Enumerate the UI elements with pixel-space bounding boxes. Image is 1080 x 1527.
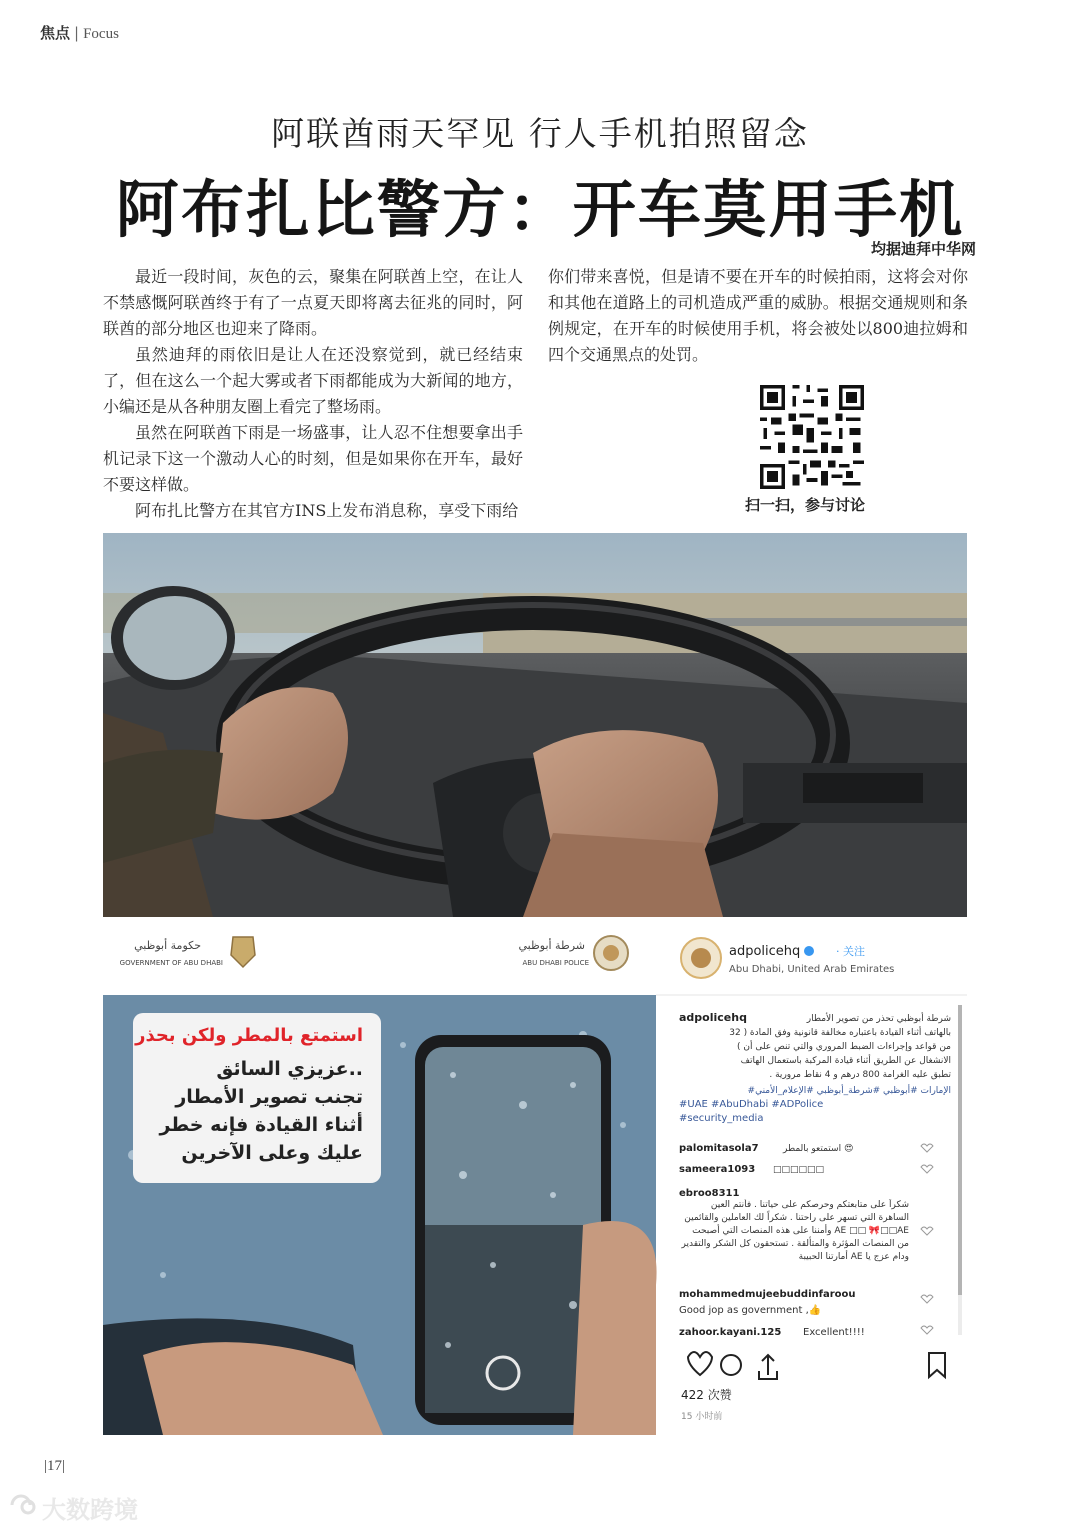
- body-paragraph: 你们带来喜悦，但是请不要在开车的时候拍雨，这将会对你和其他在道路上的司机造成严重的威胁。根据交通规则和条例规定，在开车的时候使用手机，将会被处以800迪拉姆和四个交通黑点的处罚。: [548, 267, 968, 364]
- watermark-text: 大数跨境: [42, 1496, 138, 1524]
- svg-text:عزيزي السائق..: عزيزي السائق..: [216, 1058, 363, 1080]
- svg-text:sameera1093: sameera1093: [679, 1164, 756, 1175]
- comment-item: ebroo8311شكراً على متابعتكم وحرصكم على حياتنا . فأنتم العين الساهرة التي تسهر على راحتنا . شكراً لك العاملين والقائمين AE □□ 🎀□□AE وأمننا على هذه المنصات التي أصبحت من المنصات المؤثرة والمتألقة . تستحقون كل الشكر والتقدير ودام عزج يا AE أمارتنا الحبيبة: [679, 1188, 933, 1279]
- article-subtitle: 阿联酋雨天罕见 行人手机拍照留念: [271, 114, 809, 153]
- svg-text:Abu Dhabi, United Arab Emirate: Abu Dhabi, United Arab Emirates: [729, 964, 895, 975]
- section-name-en: Focus: [83, 26, 119, 42]
- svg-text:adpolicehq: adpolicehq: [679, 1011, 747, 1024]
- section-tag: 焦点 | Focus: [40, 24, 119, 42]
- svg-text:· 关注: · 关注: [836, 945, 865, 958]
- watermark-logo-icon: [8, 1492, 38, 1518]
- post-time: 15 小时前: [681, 1412, 723, 1422]
- svg-text:استمتع بالمطر ولكن بحذر: استمتع بالمطر ولكن بحذر: [135, 1025, 363, 1046]
- article-headline: 阿布扎比警方：开车莫用手机: [115, 173, 965, 246]
- body-column-left: [103, 264, 523, 524]
- svg-text:( من قواعد وإجراءات الضبط المر: ( من قواعد وإجراءات الضبط المروري والتي تنص على أن: [736, 1042, 951, 1052]
- body-paragraph: 虽然迪拜的雨依旧是让人在还没察觉到，就已经结束了，但在这么一个起大雾或者下雨都能成为大新闻的地方，小编还是从各种朋友圈上看完了整场雨。: [103, 345, 523, 416]
- body-column-right: [548, 264, 968, 368]
- svg-text:#security_media: #security_media: [679, 1113, 764, 1124]
- qr-caption: 扫一扫，参与讨论: [745, 496, 866, 514]
- rain-poster: [103, 995, 657, 1435]
- svg-text:GOVERNMENT OF ABU DHABI: GOVERNMENT OF ABU DHABI: [119, 959, 223, 967]
- likes-count: 422 次赞: [681, 1388, 732, 1402]
- instagram-post-screenshot: [103, 925, 967, 1435]
- svg-text:حكومة أبوظبي: حكومة أبوظبي: [134, 939, 201, 952]
- svg-text:شرطة أبوظبي تحذر من تصوير الأم: شرطة أبوظبي تحذر من تصوير الأمطار: [806, 1014, 951, 1024]
- body-paragraph: 虽然在阿联酋下雨是一场盛事，让人忍不住想要拿出手机记录下这一个激动人心的时刻，但是如果你在开车，最好不要这样做。: [103, 423, 523, 494]
- svg-text:#UAE #AbuDhabi #ADPolice: #UAE #AbuDhabi #ADPolice: [679, 1099, 824, 1110]
- svg-text:استمتعو بالمطر 😍: استمتعو بالمطر 😍: [783, 1144, 854, 1154]
- svg-text:ebroo8311: ebroo8311: [679, 1188, 740, 1199]
- svg-text:أثناء القيادة فإنه خطر: أثناء القيادة فإنه خطر: [159, 1114, 363, 1136]
- svg-text:ABU DHABI POLICE: ABU DHABI POLICE: [522, 959, 589, 967]
- section-name-cn: 焦点: [40, 24, 71, 42]
- article-source: 均据迪拜中华网: [870, 240, 976, 258]
- qr-code-icon[interactable]: [760, 385, 864, 489]
- svg-text:عليك وعلى الآخرين: عليك وعلى الآخرين: [181, 1142, 363, 1164]
- svg-text:mohammedmujeebuddinfaroou: mohammedmujeebuddinfaroou: [679, 1289, 856, 1300]
- svg-text:. تطبق عليه الغرامة 800 درهم و: . تطبق عليه الغرامة 800 درهم و 4 نقاط مرورية: [769, 1070, 951, 1080]
- svg-text:تجنب تصوير الأمطار: تجنب تصوير الأمطار: [175, 1086, 363, 1108]
- svg-text:#الإمارات #أبوظبي #شرطة_أبوظبي: #الإمارات #أبوظبي #شرطة_أبوظبي #الإعلام_الأمني: [747, 1086, 951, 1096]
- body-paragraph: 阿布扎比警方在其官方INS上发布消息称，享受下雨给: [135, 501, 519, 520]
- page-number: |17|: [44, 1458, 66, 1474]
- svg-text:بالهاتف أثناء القيادة باعتباره: بالهاتف أثناء القيادة باعتباره مخالفة قانونية وفق المادة ( 32: [729, 1028, 951, 1038]
- svg-text:zahoor.kayani.125: zahoor.kayani.125: [679, 1327, 782, 1338]
- body-paragraph: 最近一段时间，灰色的云，聚集在阿联酋上空，在让人不禁感慨阿联酋终于有了一点夏天即将离去征兆的同时，阿联酋的部分地区也迎来了降雨。: [103, 267, 523, 338]
- steering-wheel-photo: [103, 533, 967, 917]
- svg-text:palomitasola7: palomitasola7: [679, 1143, 759, 1154]
- svg-text:شرطة أبوظبي: شرطة أبوظبي: [518, 939, 585, 952]
- svg-text:الانشغال عن الطريق أثناء قيادة: الانشغال عن الطريق أثناء قيادة المركبة باستعمال الهاتف: [740, 1056, 951, 1066]
- svg-text:adpolicehq: adpolicehq: [729, 944, 801, 959]
- svg-text:Good jop as government ,👍: Good jop as government ,👍: [679, 1305, 822, 1316]
- svg-text:Excellent!!!!: Excellent!!!!: [803, 1327, 865, 1338]
- svg-text:□□□□□□: □□□□□□: [773, 1165, 825, 1175]
